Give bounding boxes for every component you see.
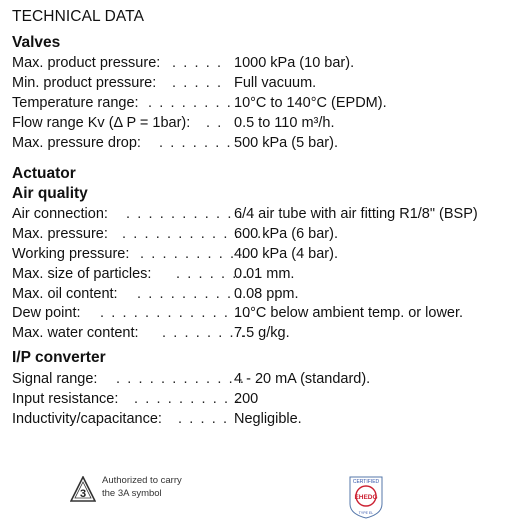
spec-label: Min. product pressure: bbox=[12, 75, 157, 91]
spec-value: 0.01 mm. bbox=[234, 266, 295, 282]
ip-converter-heading: I/P converter bbox=[12, 349, 106, 366]
spec-value: 4 - 20 mA (standard). bbox=[234, 371, 371, 387]
spec-value: Full vacuum. bbox=[234, 75, 317, 91]
leader-dots: . . . . . . . . . . . . . . bbox=[100, 305, 252, 321]
spec-label: Max. oil content: bbox=[12, 286, 118, 302]
seal-brand-text: EHEDG bbox=[354, 494, 378, 501]
spec-label: Temperature range: bbox=[12, 95, 139, 111]
spec-value: 0.5 to 110 m³/h. bbox=[234, 115, 335, 131]
leader-dots: . . . . . bbox=[172, 75, 223, 91]
spec-label: Working pressure: bbox=[12, 246, 130, 262]
spec-label: Inductivity/capacitance: bbox=[12, 411, 162, 427]
actuator-heading: Actuator bbox=[12, 165, 76, 182]
leader-dots: . . . . . . . . . . . . . bbox=[122, 226, 263, 242]
page-title: TECHNICAL DATA bbox=[12, 8, 145, 25]
3a-symbol-icon bbox=[70, 476, 96, 502]
3a-caption-line1: Authorized to carry bbox=[102, 475, 182, 486]
spec-label: Signal range: bbox=[12, 371, 98, 387]
spec-value: 600 kPa (6 bar). bbox=[234, 226, 338, 242]
leader-dots: . . . . . bbox=[178, 411, 229, 427]
leader-dots: . . bbox=[206, 115, 223, 131]
leader-dots: . . . . . . . . bbox=[162, 325, 247, 341]
leader-dots: . . . . . . . . . . . bbox=[140, 246, 259, 262]
3a-caption-line2: the 3A symbol bbox=[102, 488, 162, 499]
spec-value: 400 kPa (4 bar). bbox=[234, 246, 338, 262]
spec-label: Input resistance: bbox=[12, 391, 119, 407]
leader-dots: . . . . . . . bbox=[176, 266, 250, 282]
air-quality-subheading: Air quality bbox=[12, 185, 88, 202]
leader-dots: . . . . . . . . bbox=[148, 95, 233, 111]
spec-value: 200 bbox=[234, 391, 259, 407]
spec-value: 6/4 air tube with air fitting R1/8" (BSP) bbox=[234, 206, 478, 222]
spec-value: 10°C to 140°C (EPDM). bbox=[234, 95, 387, 111]
leader-dots: . . . . . . . bbox=[159, 135, 233, 151]
spec-value: 10°C below ambient temp. or lower. bbox=[234, 305, 464, 321]
leader-dots: . . . . . . . . . . bbox=[137, 286, 244, 302]
seal-top-text: CERTIFIED bbox=[352, 479, 380, 485]
valves-heading: Valves bbox=[12, 34, 61, 51]
3a-caption bbox=[102, 474, 182, 500]
spec-label: Dew point: bbox=[12, 305, 81, 321]
spec-value: 7.5 g/kg. bbox=[234, 325, 290, 341]
spec-label: Max. size of particles: bbox=[12, 266, 152, 282]
spec-value: 0.08 ppm. bbox=[234, 286, 299, 302]
ehedg-certified-seal-icon bbox=[346, 474, 386, 520]
spec-label: Air connection: bbox=[12, 206, 108, 222]
spec-label: Max. pressure drop: bbox=[12, 135, 141, 151]
seal-bottom-text: TYPE EL bbox=[358, 511, 374, 515]
leader-dots: . . . . . . . . . . bbox=[134, 391, 241, 407]
spec-value: 1000 kPa (10 bar). bbox=[234, 55, 355, 71]
spec-value: Negligible. bbox=[234, 411, 302, 427]
spec-label: Max. product pressure: bbox=[12, 55, 161, 71]
spec-label: Max. pressure: bbox=[12, 226, 108, 242]
3a-glyph: 3 bbox=[79, 488, 87, 500]
spec-label: Flow range Kv (Δ P = 1bar): bbox=[12, 115, 191, 131]
leader-dots: . . . . . . . . . . . . bbox=[116, 371, 246, 387]
spec-value: 500 kPa (5 bar). bbox=[234, 135, 338, 151]
leader-dots: . . . . . . . . . . . . bbox=[126, 206, 256, 222]
leader-dots: . . . . . bbox=[172, 55, 223, 71]
spec-label: Max. water content: bbox=[12, 325, 139, 341]
